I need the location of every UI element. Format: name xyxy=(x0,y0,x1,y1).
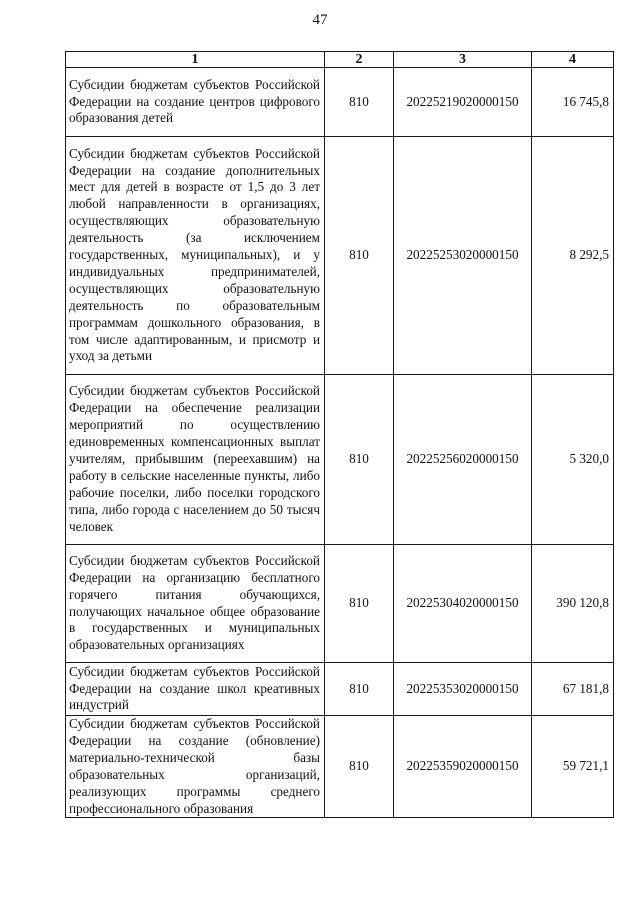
table-row xyxy=(66,137,614,375)
table-row xyxy=(66,545,614,663)
row-budget-code: 20225359020000150 xyxy=(394,716,532,818)
column-header-2: 2 xyxy=(325,52,394,68)
row-name: Субсидии бюджетам субъектов Российской Федерации на создание школ креативных индустрий xyxy=(66,663,325,716)
row-code: 810 xyxy=(325,663,394,716)
table-row xyxy=(66,375,614,545)
row-budget-code: 20225353020000150 xyxy=(394,663,532,716)
row-name: Субсидии бюджетам субъектов Российской Федерации на обеспечение реализации мероприятий по осуществлению единовременных компенсационных выплат учителям, прибывшим (переехавшим) на работу в сельские населенные пункты, либо рабочие поселки, либо поселки городского типа, либо города с населением до 50 тысяч человек xyxy=(66,375,325,545)
row-budget-code: 20225304020000150 xyxy=(394,545,532,663)
row-name: Субсидии бюджетам субъектов Российской Федерации на создание центров цифрового образования детей xyxy=(66,68,325,137)
column-header-4: 4 xyxy=(532,52,614,68)
table-header-row xyxy=(66,52,614,68)
row-code: 810 xyxy=(325,716,394,818)
row-amount: 59 721,1 xyxy=(532,716,614,818)
column-header-3: 3 xyxy=(394,52,532,68)
column-header-1: 1 xyxy=(66,52,325,68)
row-code: 810 xyxy=(325,137,394,375)
row-amount: 16 745,8 xyxy=(532,68,614,137)
budget-table xyxy=(65,51,614,818)
row-name: Субсидии бюджетам субъектов Российской Федерации на организацию бесплатного горячего питания обучающихся, получающих начальное общее образование в государственных и муниципальных образовательных организациях xyxy=(66,545,325,663)
page-number: 47 xyxy=(312,12,328,28)
table-row xyxy=(66,716,614,818)
table-row xyxy=(66,68,614,137)
row-budget-code: 20225256020000150 xyxy=(394,375,532,545)
row-name: Субсидии бюджетам субъектов Российской Федерации на создание дополнительных мест для детей в возрасте от 1,5 до 3 лет любой направленности в организациях, осуществляющих образовательную деятельность (за исключением государственных, муниципальных), и у индивидуальных предпринимателей, осуществляющих образовательную деятельность по образовательным программам дошкольного образования, в том числе адаптированным, и присмотр и уход за детьми xyxy=(66,137,325,375)
row-amount: 390 120,8 xyxy=(532,545,614,663)
row-amount: 8 292,5 xyxy=(532,137,614,375)
row-amount: 5 320,0 xyxy=(532,375,614,545)
row-amount: 67 181,8 xyxy=(532,663,614,716)
table-row xyxy=(66,663,614,716)
row-code: 810 xyxy=(325,68,394,137)
row-budget-code: 20225219020000150 xyxy=(394,68,532,137)
row-name: Субсидии бюджетам субъектов Российской Федерации на создание (обновление) материально-технической базы образовательных организаций, реализующих программы среднего профессионального образования xyxy=(66,716,325,818)
row-code: 810 xyxy=(325,375,394,545)
row-budget-code: 20225253020000150 xyxy=(394,137,532,375)
row-code: 810 xyxy=(325,545,394,663)
